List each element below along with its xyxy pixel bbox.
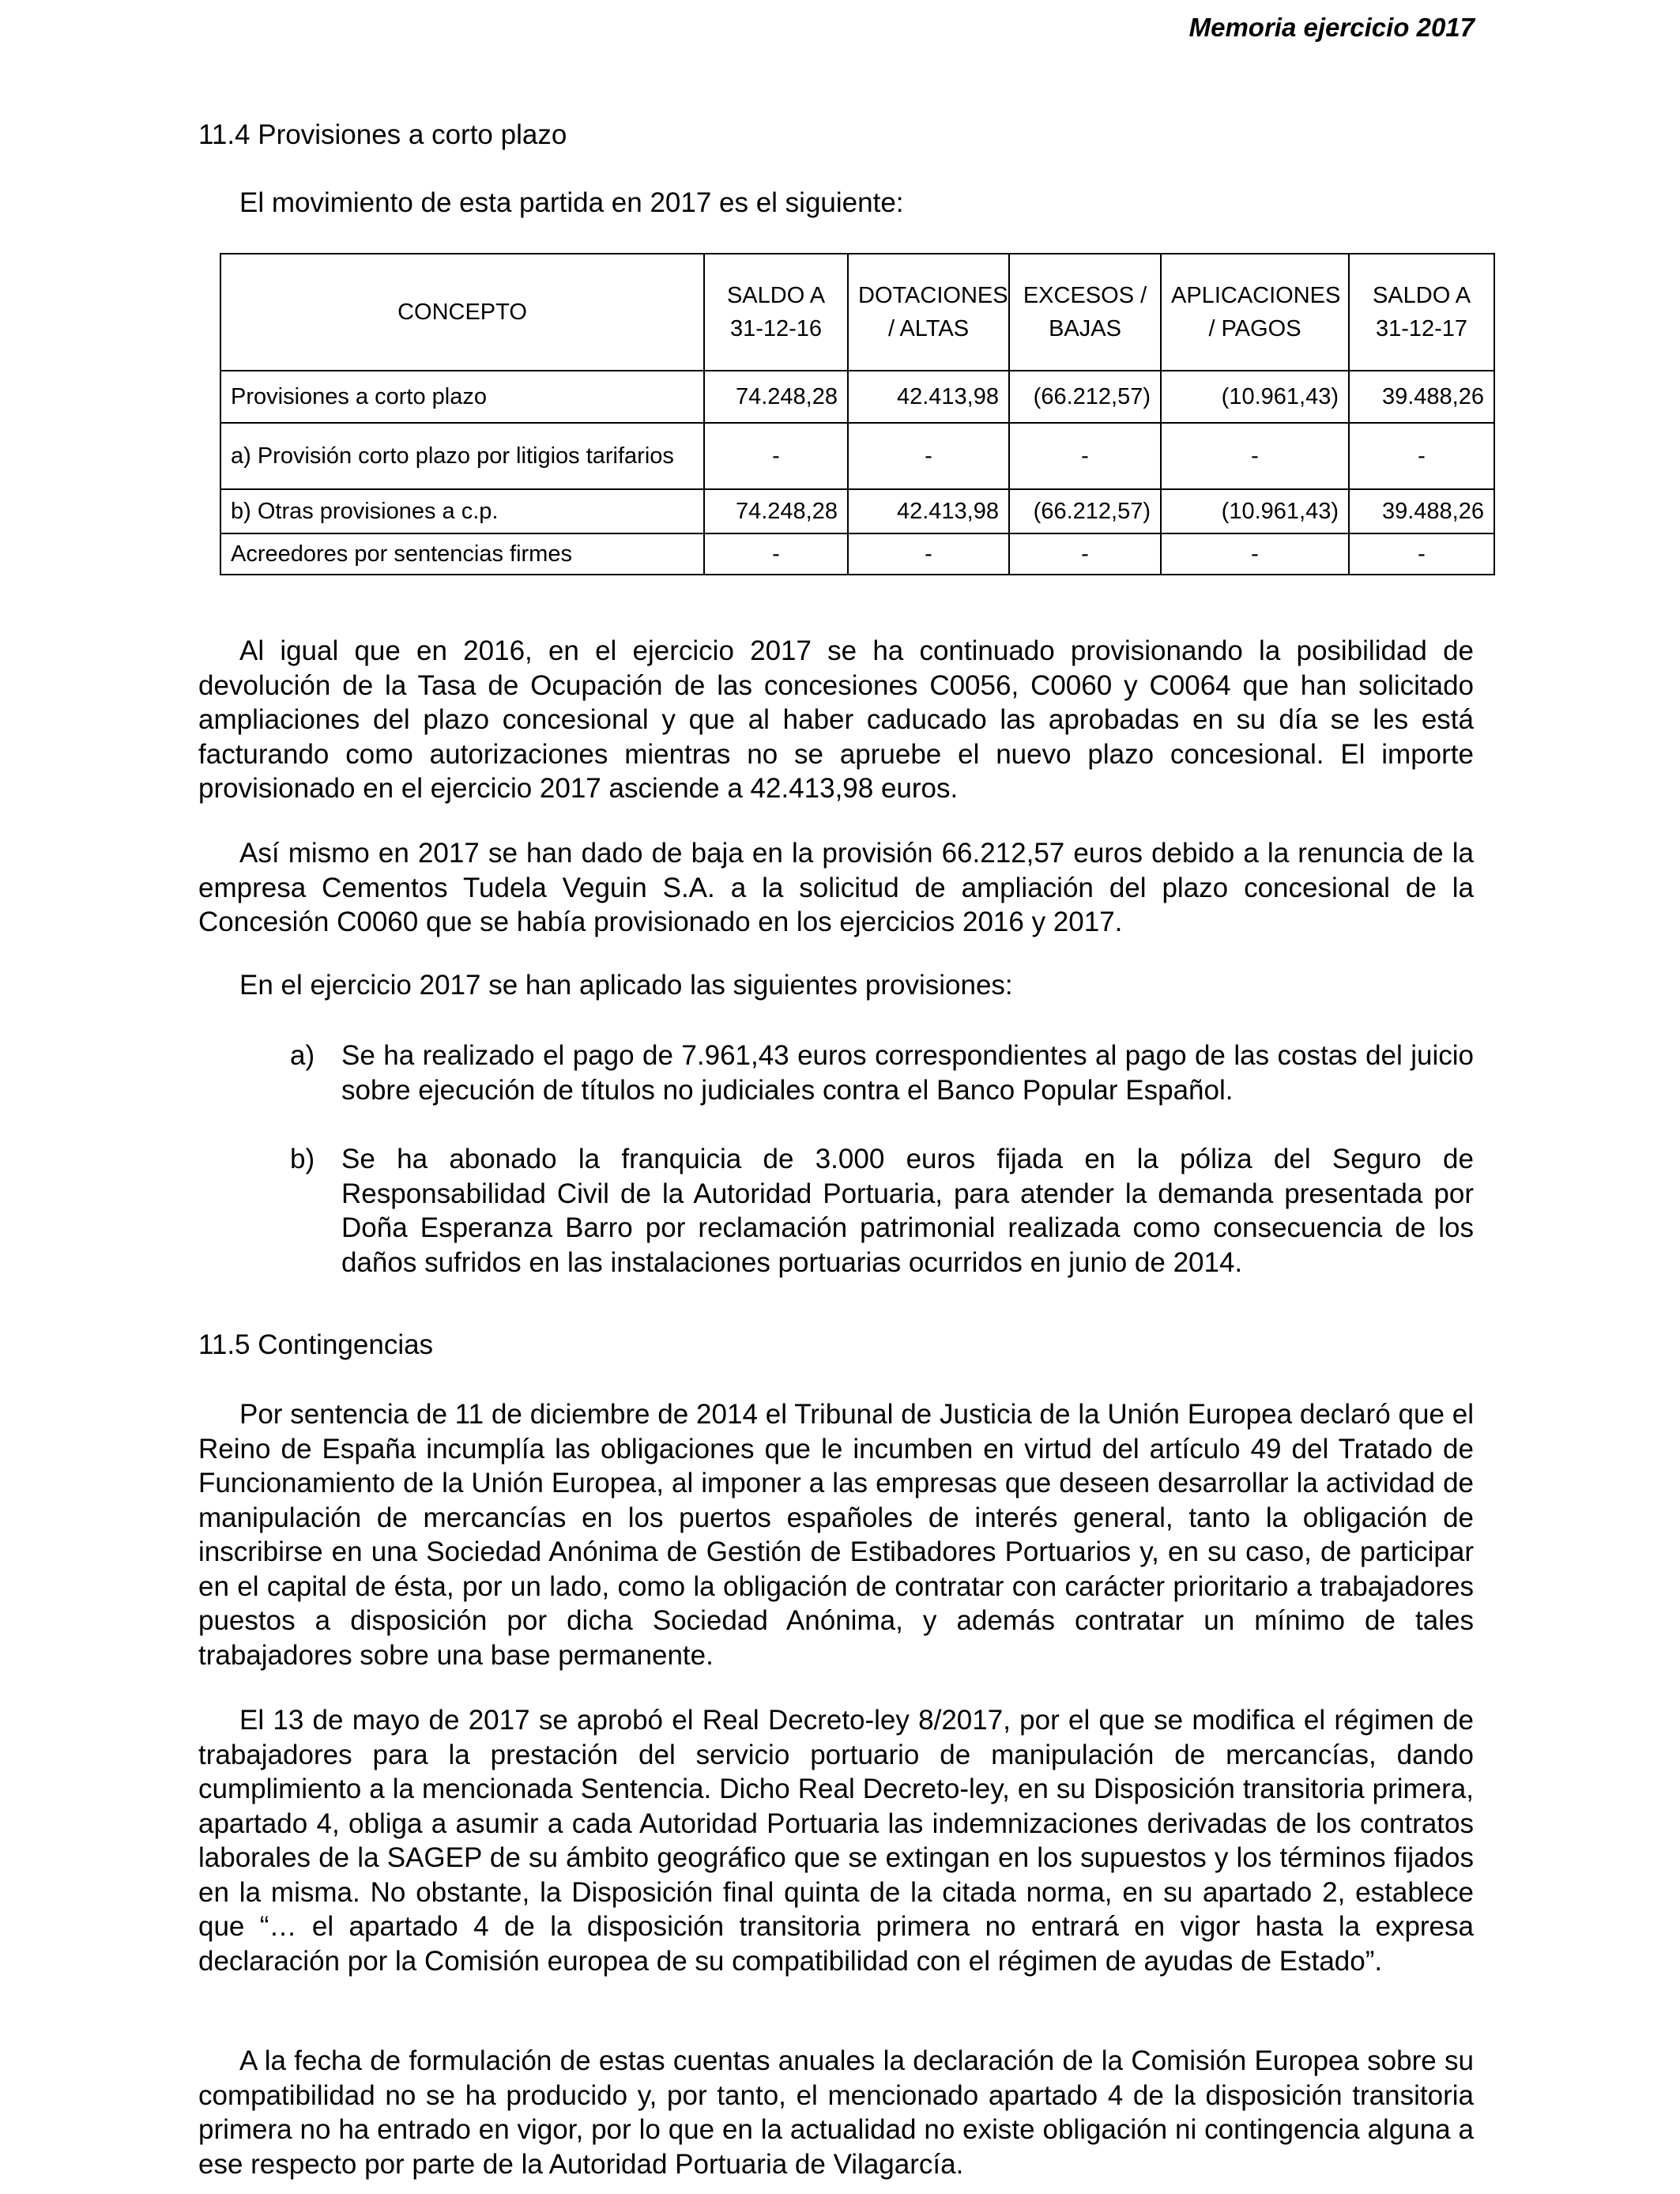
column-header: SALDO A 31-12-17 — [1349, 254, 1494, 371]
table-cell: - — [1009, 533, 1161, 575]
table-cell: 74.248,28 — [704, 489, 848, 533]
paragraph-text: Así mismo en 2017 se han dado de baja en la provisión 66.212,57 euros debido a la renuncia de la empresa Cementos Tudela Veguin S.A. a la solicitud de ampliación del plazo concesional de la Concesión C0060 que se había provisionado en los ejercicios 2016 y 2017. — [198, 838, 1474, 937]
table-cell: 42.413,98 — [848, 489, 1009, 533]
paragraph-text: El 13 de mayo de 2017 se aprobó el Real Decreto-ley 8/2017, por el que se modifica el régimen de trabajadores para la prestación del servicio portuario de manipulación de mercancías, dando cumplimiento a la mencionada Sentencia. Dicho Real Decreto-ley, en su Disposición transitoria primera, apartado 4, obliga a asumir a cada Autoridad Portuaria las indemnizaciones derivadas de los contratos laborales de la SAGEP de su ámbito geográfico que se extingan en los supuestos y los términos fijados en la misma. No obstante, la Disposición final quinta de la citada norma, en su apartado 2, establece que “… el apartado 4 de la disposición transitoria primera no entrará en vigor hasta la expresa declaración por la Comisión europea de su compatibilidad con el régimen de ayudas de Estado”. — [198, 1705, 1474, 1977]
running-header: Memoria ejercicio 2017 — [1188, 13, 1475, 42]
list-item — [290, 1142, 1474, 1280]
table-header-row — [220, 254, 1494, 371]
list-item — [290, 1039, 1474, 1107]
table-cell: b) Otras provisiones a c.p. — [220, 489, 704, 533]
table-cell: (66.212,57) — [1009, 489, 1161, 533]
table-cell: (10.961,43) — [1161, 489, 1349, 533]
table-cell: - — [1009, 423, 1161, 489]
table-cell: - — [704, 423, 848, 489]
table-cell: 74.248,28 — [704, 371, 848, 423]
column-header: CONCEPTO — [220, 254, 704, 371]
column-header: DOTACIONES / ALTAS — [848, 254, 1009, 371]
paragraph-text: A la fecha de formulación de estas cuentas anuales la declaración de la Comisión Europea sobre su compatibilidad no se ha producido y, por tanto, el mencionado apartado 4 de la disposición transitoria primera no ha entrado en vigor, por lo que en la actualidad no existe obligación ni contingencia alguna a ese respecto por parte de la Autoridad Portuaria de Vilagarcía. — [198, 2045, 1474, 2180]
table-cell: 39.488,26 — [1349, 371, 1494, 423]
column-header: SALDO A 31-12-16 — [704, 254, 848, 371]
paragraph — [198, 1397, 1474, 1672]
list-marker: b) — [290, 1144, 315, 1174]
table-cell: - — [848, 533, 1009, 575]
section-heading-11-4: 11.4 Provisiones a corto plazo — [198, 119, 567, 150]
table-cell: Provisiones a corto plazo — [220, 371, 704, 423]
table-cell: - — [704, 533, 848, 575]
table-cell: (10.961,43) — [1161, 371, 1349, 423]
table-row — [220, 371, 1494, 423]
table-cell: a) Provisión corto plazo por litigios tarifarios — [220, 423, 704, 489]
paragraph — [198, 2044, 1474, 2181]
table-cell: - — [1349, 533, 1494, 575]
list-intro: En el ejercicio 2017 se han aplicado las siguientes provisiones: — [239, 970, 1013, 1001]
table-cell: - — [848, 423, 1009, 489]
paragraph-text: Por sentencia de 11 de diciembre de 2014 el Tribunal de Justicia de la Unión Europea declaró que el Reino de España incumplía las obligaciones que le incumben en virtud del artículo 49 del Tratado de Funcionamiento de la Unión Europea, al imponer a las empresas que deseen desarrollar la actividad de manipulación de mercancías en los puertos españoles de interés general, tanto la obligación de inscribirse en una Sociedad Anónima de Gestión de Estibadores Portuarios y, en su caso, de participar en el capital de ésta, por un lado, como la obligación de contratar con carácter prioritario a trabajadores puestos a disposición por dicha Sociedad Anónima, y además contratar un mínimo de tales trabajadores sobre una base permanente. — [198, 1399, 1474, 1671]
column-header: EXCESOS / BAJAS — [1009, 254, 1161, 371]
list-item-text: Se ha realizado el pago de 7.961,43 euros correspondientes al pago de las costas del juicio sobre ejecución de títulos no judiciales contra el Banco Popular Español. — [341, 1040, 1474, 1106]
table-row — [220, 423, 1494, 489]
table-intro: El movimiento de esta partida en 2017 es el siguiente: — [239, 187, 904, 218]
column-header: APLICACIONES / PAGOS — [1161, 254, 1349, 371]
list-item-text: Se ha abonado la franquicia de 3.000 euros fijada en la póliza del Seguro de Responsabilidad Civil de la Autoridad Portuaria, para atender la demanda presentada por Doña Esperanza Barro por reclamación patrimonial realizada como consecuencia de los daños sufridos en las instalaciones portuarias ocurridos en junio de 2014. — [341, 1144, 1474, 1278]
paragraph — [198, 634, 1474, 806]
provisions-table — [220, 253, 1495, 575]
paragraph — [198, 1703, 1474, 1978]
section-heading-11-5: 11.5 Contingencias — [198, 1329, 434, 1360]
table-cell: - — [1349, 423, 1494, 489]
paragraph — [198, 836, 1474, 940]
table-cell: (66.212,57) — [1009, 371, 1161, 423]
table-cell: 39.488,26 — [1349, 489, 1494, 533]
table-cell: - — [1161, 423, 1349, 489]
table-row — [220, 489, 1494, 533]
table-cell: 42.413,98 — [848, 371, 1009, 423]
list-marker: a) — [290, 1040, 315, 1071]
table-cell: Acreedores por sentencias firmes — [220, 533, 704, 575]
paragraph-text: Al igual que en 2016, en el ejercicio 2017 se ha continuado provisionando la posibilidad de devolución de la Tasa de Ocupación de las concesiones C0056, C0060 y C0064 que han solicitado ampliaciones del plazo concesional y que al haber caducado las aprobadas en su día se les está facturando como autorizaciones mientras no se apruebe el nuevo plazo concesional. El importe provisionado en el ejercicio 2017 asciende a 42.413,98 euros. — [198, 635, 1474, 804]
table-cell: - — [1161, 533, 1349, 575]
table-row — [220, 533, 1494, 575]
